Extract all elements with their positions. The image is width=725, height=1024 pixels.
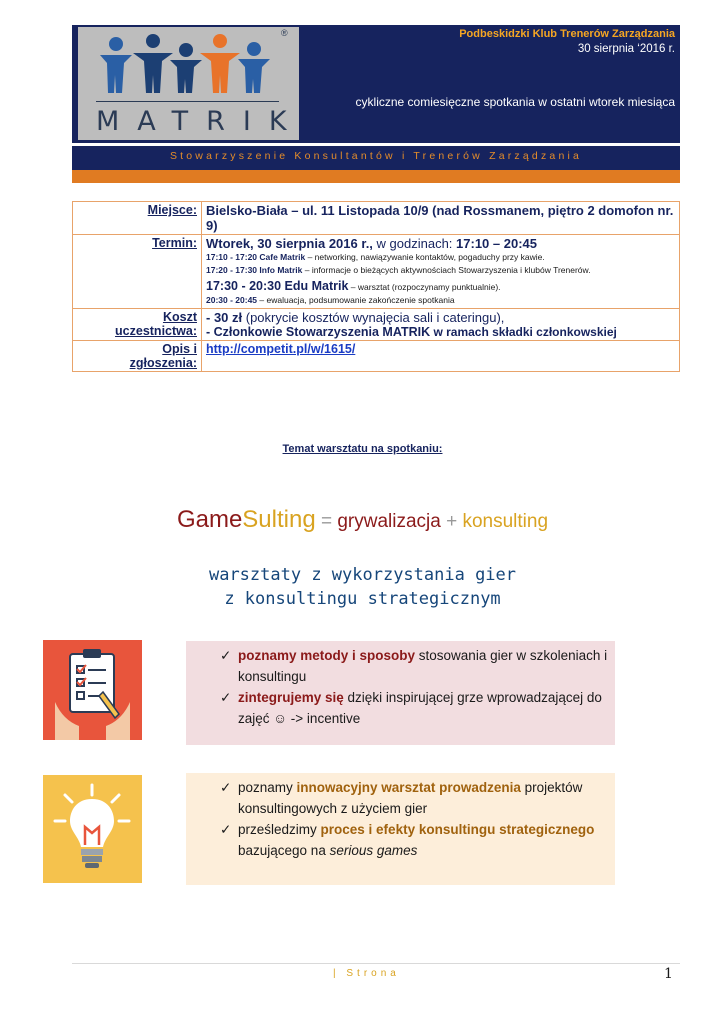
benefits-box-1 bbox=[186, 641, 615, 745]
list-item: ✓ zintegrujemy się dzięki inspirującej grze wprowadzającej do zajęć ☺ -> incentive bbox=[186, 687, 615, 729]
registration-link[interactable]: http://competit.pl/w/1615/ bbox=[206, 342, 356, 356]
lightbulb-icon bbox=[43, 775, 142, 883]
association-band: Stowarzyszenie Konsultantów i Trenerów Zarządzania bbox=[72, 146, 680, 170]
table-row bbox=[73, 202, 680, 235]
orange-stripe bbox=[72, 170, 680, 183]
table-row bbox=[73, 235, 680, 309]
list-item: ✓ poznamy innowacyjny warsztat prowadzenia projektów konsultingowych z użyciem gier bbox=[186, 777, 615, 819]
info-table bbox=[72, 201, 680, 372]
table-row bbox=[73, 341, 680, 372]
term-label: Termin: bbox=[73, 235, 202, 309]
place-value: Bielsko-Biała – ul. 11 Listopada 10/9 (nad Rossmanem, piętro 2 domofon nr. 9) bbox=[202, 202, 680, 235]
workshop-subtitle: warsztaty z wykorzystania gier z konsultingu strategicznym bbox=[208, 565, 517, 609]
cost-label: Koszt uczestnictwa: bbox=[73, 309, 202, 341]
schedule-item: 17:10 - 17:20 Cafe Matrik – networking, nawiązywanie kontaktów, pogaduchy przy kawie. bbox=[206, 252, 545, 262]
term-day: Wtorek, 30 sierpnia 2016 r., bbox=[206, 236, 373, 251]
workshop-title: GameSulting = grywalizacja + konsulting bbox=[176, 506, 549, 533]
schedule-item: 20:30 - 20:45 – ewaluacja, podsumowanie zakończenie spotkania bbox=[206, 295, 455, 305]
title-gamification: grywalizacja bbox=[337, 511, 441, 532]
check-icon: ✓ bbox=[220, 780, 232, 795]
page-number: 1 bbox=[664, 966, 673, 982]
page-label: | Strona bbox=[333, 968, 400, 979]
title-sulting: Sulting bbox=[242, 506, 316, 533]
footer-divider bbox=[72, 963, 680, 964]
club-name: Podbeskidzki Klub Trenerów Zarządzania bbox=[459, 28, 675, 40]
cost-value: - 30 zł (pokrycie kosztów wynajęcia sali i cateringu), - Członkowie Stowarzyszenia MATRIK w ramach składki członkowskiej bbox=[202, 309, 680, 341]
check-icon: ✓ bbox=[220, 648, 232, 663]
term-hours: 17:10 – 20:45 bbox=[456, 236, 537, 251]
meeting-frequency: cykliczne comiesięczne spotkania w ostatni wtorek miesiąca bbox=[355, 95, 675, 109]
benefits-box-2 bbox=[186, 773, 615, 885]
logo-text: MATRIK bbox=[96, 106, 305, 137]
schedule-item-main: 17:30 - 20:30 Edu Matrik – warsztat (rozpoczynamy punktualnie). bbox=[206, 279, 501, 293]
opis-label: Opis i zgłoszenia: bbox=[73, 341, 202, 372]
schedule-item: 17:20 - 17:30 Info Matrik – informacje o bieżących aktywnościach Stowarzyszenia i klubów Trenerów. bbox=[206, 265, 591, 275]
title-game: Game bbox=[176, 506, 243, 533]
list-item: ✓ poznamy metody i sposoby stosowania gier w szkoleniach i konsultingu bbox=[186, 645, 615, 687]
term-in-hours: w godzinach: bbox=[372, 236, 457, 251]
title-consulting: konsulting bbox=[462, 511, 549, 532]
term-cell bbox=[202, 235, 680, 309]
list-item: ✓ prześledzimy proces i efekty konsultingu strategicznego bazującego na serious games bbox=[186, 819, 615, 861]
topic-heading: Temat warsztatu na spotkaniu: bbox=[282, 443, 443, 455]
table-row bbox=[73, 309, 680, 341]
registration-cell bbox=[202, 341, 680, 372]
place-label: Miejsce: bbox=[73, 202, 202, 235]
check-icon: ✓ bbox=[220, 690, 232, 705]
registered-mark: ® bbox=[281, 28, 288, 38]
people-logo-icon bbox=[78, 27, 299, 107]
logo-divider bbox=[96, 101, 279, 102]
meeting-date: 30 sierpnia ‘2016 r. bbox=[577, 43, 675, 55]
check-icon: ✓ bbox=[220, 822, 232, 837]
clipboard-icon bbox=[43, 640, 142, 740]
